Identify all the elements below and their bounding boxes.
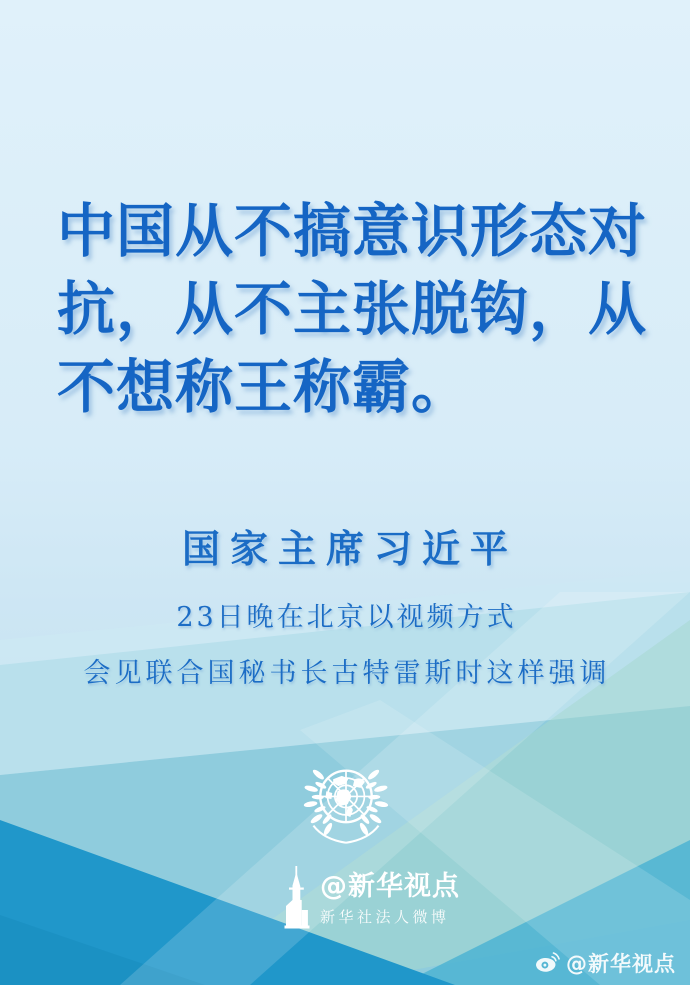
brand-lockup [282, 866, 460, 930]
speaker-name: 国家主席习近平 [181, 526, 518, 571]
attribution-block [0, 518, 690, 690]
headline-line-2: 抗，从不主张脱钩，从 [57, 275, 648, 343]
watermark-handle: @新华视点 [566, 952, 676, 976]
headline-quote [57, 192, 657, 426]
brand-handle: @新华视点 [320, 871, 460, 902]
xinhua-tower-icon [282, 866, 312, 930]
weibo-icon [533, 951, 560, 976]
un-emblem-icon [286, 746, 406, 864]
brand-subtitle: 新华社法人微博 [320, 908, 450, 926]
headline-line-1: 中国从不搞意识形态对 [57, 197, 648, 265]
weibo-watermark [533, 948, 676, 978]
attribution-detail-1: 23日晚在北京以视频方式 [176, 602, 517, 633]
attribution-detail-2: 会见联合国秘书长古特雷斯时这样强调 [83, 658, 611, 689]
headline-line-3: 不想称王称霸。 [57, 353, 471, 421]
